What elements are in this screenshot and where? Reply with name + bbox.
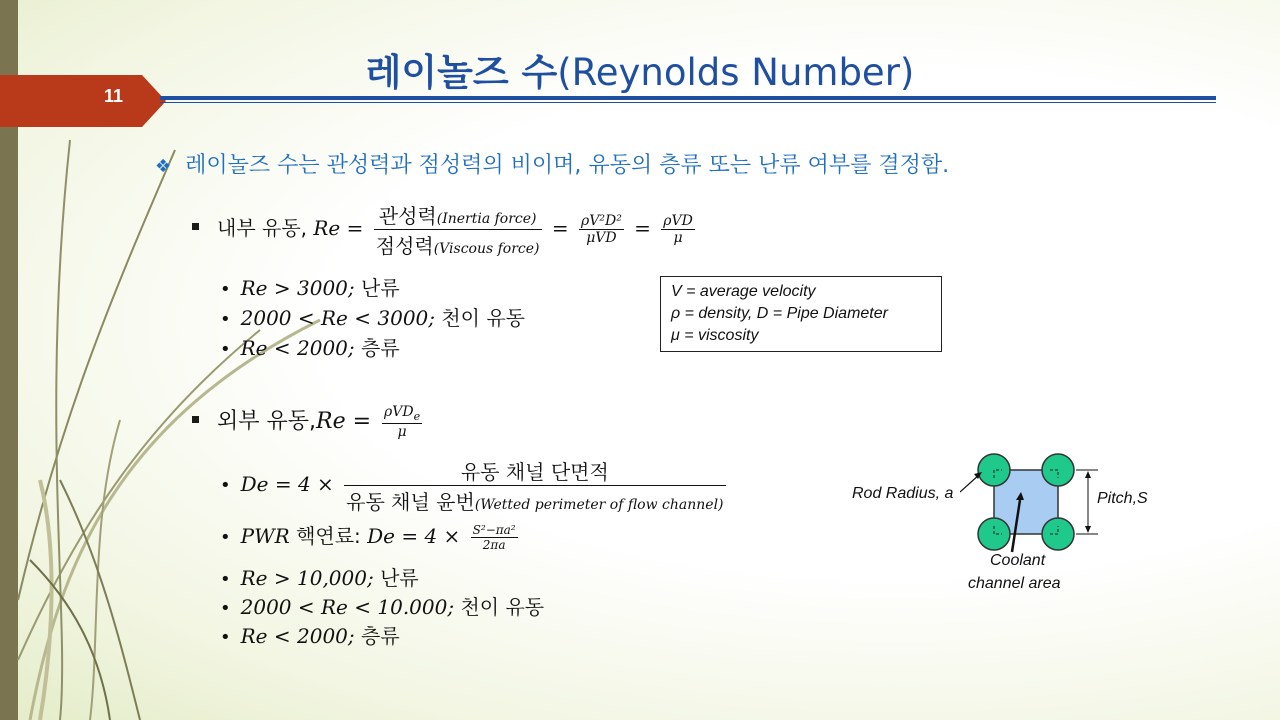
case-text: 천이 유동	[441, 306, 525, 330]
frac3-denominator: μ	[673, 230, 683, 246]
inertia-kr: 관성력	[378, 204, 437, 228]
case-math: Re > 3000;	[240, 276, 355, 300]
internal-flow-equation: 내부 유동, Re = $\frac{\text{관성력(Inertia force)}}{\text{점성력(Viscous force)}}$ = $\frac{\text{ρV²D²}}{\text{μVD}}$ = $\frac{\text{ρVD}}{\mu}$	[192, 200, 699, 259]
title-korean: 레이놀즈 수	[365, 51, 558, 94]
ext-subscript: e	[413, 409, 421, 423]
viscous-kr: 점성력	[375, 234, 434, 258]
de-denominator-en: (Wetted perimeter of flow channel)	[474, 497, 724, 513]
case-math: Re < 2000;	[240, 336, 355, 360]
square-bullet-icon	[192, 223, 199, 230]
ext-numerator: ρVD	[384, 404, 414, 421]
case-math: 2000 < Re < 10.000;	[240, 595, 455, 619]
pwr-denominator: 2πa	[482, 538, 506, 552]
hydraulic-diameter-equation: • De = 4 × $\frac{\text{유동 채널 단면적}}{\text{유동 채널 윤번(Wetted perimeter of flow channel)}}$	[220, 456, 730, 515]
pwr-fuel-label: 핵연료:	[296, 524, 361, 548]
case-text: 천이 유동	[460, 595, 545, 619]
case-math: 2000 < Re < 3000;	[240, 306, 435, 330]
square-bullet-icon	[192, 416, 199, 423]
main-bullet-text: 레이놀즈 수는 관성력과 점성력의 비이며, 유동의 층류 또는 난류 여부를 결정함.	[185, 153, 950, 178]
case-text: 층류	[361, 624, 400, 648]
fuel-rod-lattice-diagram	[960, 448, 1120, 558]
viscous-en: (Viscous force)	[433, 241, 540, 257]
internal-case-transition: • 2000 < Re < 3000; 천이 유동	[220, 306, 525, 330]
force-ratio-fraction	[374, 200, 542, 259]
title-english: (Reynolds Number)	[557, 51, 915, 94]
pitch-label: Pitch,S	[1097, 490, 1148, 507]
external-case-transition: • 2000 < Re < 10.000; 천이 유동	[220, 595, 545, 619]
inertia-en: (Inertia force)	[436, 211, 537, 227]
pwr-rhs: De = 4 ×	[367, 524, 461, 548]
de-numerator: 유동 채널 단면적	[344, 456, 725, 486]
legend-density-diameter: ρ = density, D = Pipe Diameter	[671, 305, 888, 322]
de-fraction	[344, 456, 725, 515]
legend-velocity: V = average velocity	[671, 283, 816, 300]
external-case-laminar: • Re < 2000; 층류	[220, 624, 400, 648]
re-symbol: Re	[313, 216, 341, 240]
rod-radius-label: Rod Radius, a	[852, 485, 954, 502]
velocity-fraction	[579, 213, 624, 246]
de-lhs: De = 4 ×	[240, 472, 334, 496]
pwr-numerator: S²−πa²	[472, 523, 516, 537]
equals-sign: =	[352, 409, 372, 434]
internal-case-laminar: • Re < 2000; 층류	[220, 336, 400, 360]
variable-legend-box	[660, 276, 942, 352]
external-flow-label: 외부 유동,	[217, 409, 316, 434]
equals-sign: =	[346, 216, 364, 240]
de-denominator-kr: 유동 채널 윤번	[346, 490, 475, 514]
ext-denominator: μ	[397, 423, 407, 440]
internal-flow-label: 내부 유동,	[217, 216, 307, 240]
external-flow-equation	[192, 404, 426, 440]
frac2-numerator: ρV²D²	[581, 213, 622, 229]
case-text: 층류	[361, 336, 400, 360]
coolant-label-line1: Coolant	[990, 552, 1046, 569]
coolant-label-line2: channel area	[968, 575, 1061, 592]
slide-title	[0, 42, 1280, 96]
internal-case-turbulent: • Re > 3000; 난류	[220, 276, 400, 300]
legend-viscosity: μ = viscosity	[671, 327, 759, 344]
title-rule	[160, 96, 1216, 100]
case-math: Re > 10,000;	[240, 566, 374, 590]
case-text: 난류	[380, 566, 419, 590]
pwr-equation: • PWR 핵연료: De = 4 × $\frac{\text{S²−πa²}}{2\pi a}$	[220, 523, 516, 552]
external-case-turbulent: • Re > 10,000; 난류	[220, 566, 419, 590]
frac3-numerator: ρVD	[663, 213, 693, 229]
re-symbol: Re	[316, 409, 346, 434]
pwr-label: PWR	[240, 524, 290, 548]
case-text: 난류	[361, 276, 400, 300]
slide-number: 11	[104, 86, 124, 106]
frac2-denominator: μVD	[586, 230, 617, 246]
diamond-bullet-icon: ❖	[155, 156, 172, 177]
external-fraction	[382, 404, 422, 440]
pwr-fraction	[471, 523, 518, 552]
main-bullet	[155, 148, 949, 179]
simplified-fraction	[661, 213, 695, 246]
case-math: Re < 2000;	[240, 624, 355, 648]
title-rule-thin	[160, 102, 1216, 103]
